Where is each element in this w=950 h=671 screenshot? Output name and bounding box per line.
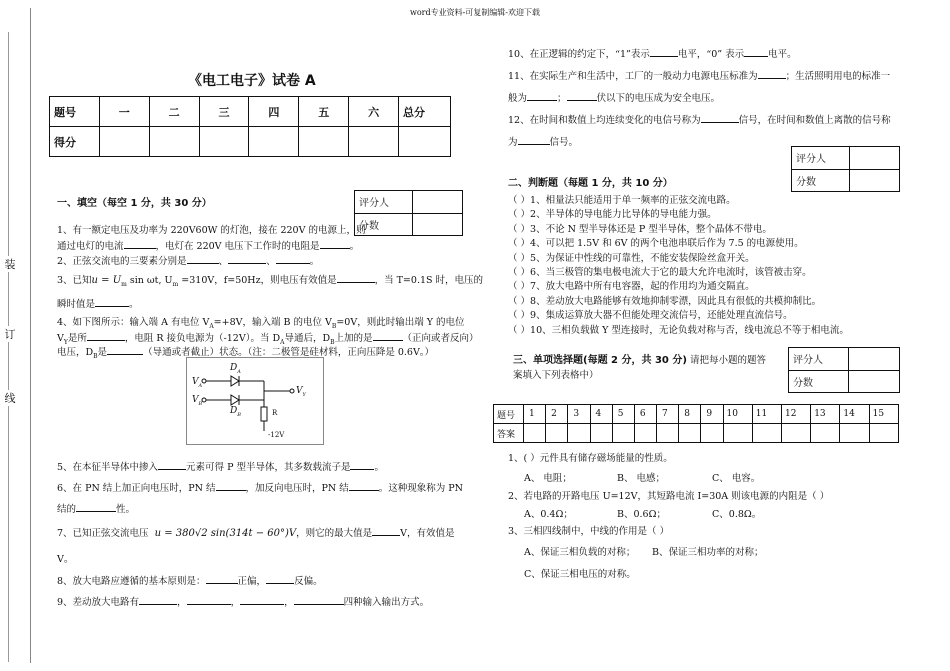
true-false-list: [508, 192, 898, 336]
score-label: 分数: [789, 370, 849, 393]
section3-heading: [513, 351, 766, 366]
q7-line2: V。: [57, 554, 74, 565]
section1-title: 一、填空（每空 1 分，共 30 分）: [57, 198, 212, 209]
q1-line1: 1、有一额定电压及功率为 220V60W 的灯泡，接在 220V 的电源上，则: [57, 225, 366, 236]
q7-line1: 7、已知正弦交流电压 u = 380√2 sin(314t − 60°)V，则它的最大值是 V，有效值是: [57, 528, 455, 539]
answer-table-header: 6: [634, 405, 656, 424]
answer-table-header: 3: [568, 405, 590, 424]
q6-line2: 结的 性。: [57, 504, 136, 515]
score-table-header: 六: [349, 97, 399, 127]
answer-table-header: 2: [546, 405, 568, 424]
circuit-label-va: $V_A$: [192, 377, 203, 389]
tf-item: （ ）6、当三极管的集电极电流大于它的最大允许电流时，该管被击穿。: [508, 266, 812, 278]
score-table-header: 总分: [399, 97, 451, 127]
diode-circuit-diagram: [186, 357, 324, 445]
circuit-label-vb: $V_B$: [192, 395, 203, 407]
answer-table-header: 14: [840, 405, 869, 424]
grader-cell[interactable]: [849, 348, 900, 371]
score-table: [49, 96, 451, 157]
answer-cell[interactable]: [869, 424, 898, 443]
circuit-label-vy: $V_Y$: [296, 386, 306, 398]
score-label: 分数: [792, 169, 850, 192]
q6-line1: 6、在 PN 结上加正向电压时，PN 结 ，加反向电压时，PN 结 。这种现象称为 PN: [57, 483, 463, 494]
grader-box-section1: [354, 190, 463, 236]
tf-item: （ ）1、相量法只能适用于单一频率的正弦交流电路。: [508, 195, 736, 206]
binding-line: [8, 32, 9, 662]
q12-line1: 12、在时间和数值上均连续变化的电信号称为 信号，在时间和数值上离散的信号称: [508, 115, 891, 126]
score-cell[interactable]: [99, 127, 149, 157]
exam-title: 《电工电子》试卷 A: [188, 73, 316, 89]
answer-cell[interactable]: [752, 424, 781, 443]
q9-line: 9、差动放大电路有 ， ， ， 四种输入输出方式。: [57, 597, 430, 608]
tf-item: （ ）3、不论 N 型半导体还是 P 型半导体，整个晶体不带电。: [508, 223, 772, 235]
tf-item: （ ）5、为保证中性线的可靠性，不能安装保险丝盒开关。: [508, 252, 755, 264]
answer-cell[interactable]: [781, 424, 810, 443]
score-cell[interactable]: [299, 127, 349, 157]
answer-table-header: 10: [723, 405, 752, 424]
answer-cell[interactable]: [612, 424, 634, 443]
mc-q2: 2、若电路的开路电压 U=12V，其短路电流 I=30A 则该电源的内阻是（ ）: [508, 491, 830, 502]
answer-cell[interactable]: [723, 424, 752, 443]
answer-table-header: 12: [781, 405, 810, 424]
grader-label: 评分人: [789, 348, 849, 371]
score-table-header: 一: [99, 97, 149, 127]
page-edge-line: [30, 8, 31, 663]
circuit-label-da: $D_A$: [230, 363, 241, 375]
grader-cell[interactable]: [413, 191, 463, 214]
q8-line: 8、放大电路应遵循的基本原则是： 正偏， 反偏。: [57, 576, 323, 587]
q3-line2: 瞬时值是 。: [57, 299, 139, 310]
circuit-label-r: R: [272, 409, 278, 417]
answer-table-header: 9: [701, 405, 723, 424]
grader-label: 评分人: [792, 147, 850, 170]
q10-line: 10、在正逻辑的约定下，“1”表示 电平，“0” 表示 电平。: [508, 49, 797, 60]
mc-q2-option-a: A、0.4Ω；: [524, 509, 573, 520]
answer-cell[interactable]: [524, 424, 546, 443]
mc-q2-option-c: C、0.8Ω。: [712, 509, 762, 520]
answer-cell[interactable]: [811, 424, 840, 443]
mc-q3-option-b: B、保证三相功率的对称；: [652, 547, 764, 558]
binding-char-ding: 订: [4, 328, 16, 341]
answer-cell[interactable]: [657, 424, 679, 443]
q4-line2: $V_Y$是所 ，电阻 R 接负电源为（-12V）。当 $D_A$导通后，$D_B$上加的是 （正向或者反向）: [57, 333, 479, 346]
section3-note: 请把每小题的题答: [689, 355, 766, 366]
score-input-cell[interactable]: [850, 169, 900, 192]
score-table-header: 四: [249, 97, 299, 127]
grader-box-section2: [791, 146, 900, 192]
section3-title: 三、单项选择题(每题 2 分，共 30 分): [513, 355, 687, 366]
circuit-label-db: $D_B$: [230, 406, 241, 418]
q3-line1: 3、已知$u = U_m$ sin ωt, $U_m =310V$，f=50Hz，则电压有效值是 ，当 T=0.1S 时，电压的: [57, 275, 484, 288]
score-cell[interactable]: [399, 127, 451, 157]
mc-q3: 3、三相四线制中，中线的作用是（ ）: [508, 526, 670, 537]
circuit-svg: [186, 357, 324, 445]
grader-label: 评分人: [355, 191, 413, 214]
answer-row-label: 答案: [494, 424, 524, 443]
score-table-header: 二: [149, 97, 199, 127]
tf-item: （ ）7、放大电路中所有电容器，起的作用均为通交隔直。: [508, 281, 755, 293]
answer-table-header: 题号: [494, 405, 524, 424]
q1-line2: 通过电灯的电流 ，电灯在 220V 电压下工作时的电阻是 。: [57, 241, 360, 252]
q11-line2: 般为 ； 伏以下的电压成为安全电压。: [508, 93, 721, 104]
answer-cell[interactable]: [679, 424, 701, 443]
answer-cell[interactable]: [590, 424, 612, 443]
answer-table-header: 8: [679, 405, 701, 424]
answer-table-header: 5: [612, 405, 634, 424]
answer-cell[interactable]: [568, 424, 590, 443]
q4-line1: 4、如下图所示：输入端 A 有电位 $V_A=+8V$，输入端 B 的电位 $V_B=0V$，则此时输出端 Y 的电位: [57, 317, 465, 330]
mc-q1-option-c: C、 电容。: [712, 473, 761, 484]
q4-line3: 电压，$D_B$是 （导通或者截止）状态。（注：二极管是硅材料，正向压降是 0.6V。）: [57, 347, 435, 360]
mc-q3-option-a: A、保证三相负载的对称；: [524, 547, 636, 558]
answer-cell[interactable]: [634, 424, 656, 443]
answer-table: [493, 404, 899, 443]
mc-q1-option-a: A、 电阻；: [524, 473, 572, 484]
section3-note2: 案填入下列表格中）: [513, 370, 599, 381]
score-cell[interactable]: [199, 127, 249, 157]
binding-char-xian: 线: [4, 392, 16, 405]
mc-q3-option-c: C、保证三相电压的对称。: [524, 569, 636, 580]
header-note: word专业资料-可复制编辑-欢迎下载: [410, 8, 541, 17]
q5-line: 5、在本征半导体中掺入 元素可得 P 型半导体，其多数载流子是 。: [57, 462, 384, 473]
q12-line2: 为 信号。: [508, 137, 579, 148]
grader-box-section3: [788, 347, 900, 393]
score-cell[interactable]: [249, 127, 299, 157]
score-label: 分数: [355, 213, 413, 236]
answer-table-header: 15: [869, 405, 898, 424]
answer-table-header: 4: [590, 405, 612, 424]
score-input-cell[interactable]: [849, 370, 900, 393]
q11-line1: 11、在实际生产和生活中，工厂的一般动力电源电压标准为 ；生活照明用电的标准一: [508, 71, 891, 82]
tf-item: （ ）8、差动放大电路能够有效地抑制零漂，因此具有很低的共模抑制比。: [508, 295, 822, 307]
grader-cell[interactable]: [850, 147, 900, 170]
answer-cell[interactable]: [546, 424, 568, 443]
score-cell[interactable]: [149, 127, 199, 157]
score-table-header: 题号: [50, 97, 100, 127]
score-cell[interactable]: [349, 127, 399, 157]
answer-table-header: 11: [752, 405, 781, 424]
tf-item: （ ）4、可以把 1.5V 和 6V 的两个电池串联后作为 7.5 的电源使用。: [508, 238, 804, 250]
answer-table-header: 7: [657, 405, 679, 424]
score-table-header: 五: [299, 97, 349, 127]
tf-item: （ ）10、三相负载做 Y 型连接时，无论负载对称与否，线电流总不等于相电流。: [508, 324, 849, 336]
binding-char-zhuang: 装: [4, 258, 16, 271]
answer-cell[interactable]: [840, 424, 869, 443]
score-table-header: 三: [199, 97, 249, 127]
section2-title: 二、判断题（每题 1 分，共 10 分）: [508, 178, 673, 189]
circuit-label-neg12v: -12V: [268, 431, 285, 439]
mc-q2-option-b: B、0.6Ω；: [617, 509, 666, 520]
q2-line: 2、正弦交流电的三要素分别是 、 、 。: [57, 256, 320, 267]
mc-q1: 1、( ）元件具有储存磁场能量的性质。: [508, 453, 673, 464]
tf-item: （ ）2、半导体的导电能力比导体的导电能力强。: [508, 209, 717, 221]
tf-item: （ ）9、集成运算放大器不但能处理交流信号，还能处理直流信号。: [508, 310, 793, 322]
mc-q1-option-b: B、 电感；: [617, 473, 666, 484]
answer-cell[interactable]: [701, 424, 723, 443]
answer-table-header: 1: [524, 405, 546, 424]
score-input-cell[interactable]: [413, 213, 463, 236]
answer-table-header: 13: [811, 405, 840, 424]
score-row-label: 得分: [50, 127, 100, 157]
